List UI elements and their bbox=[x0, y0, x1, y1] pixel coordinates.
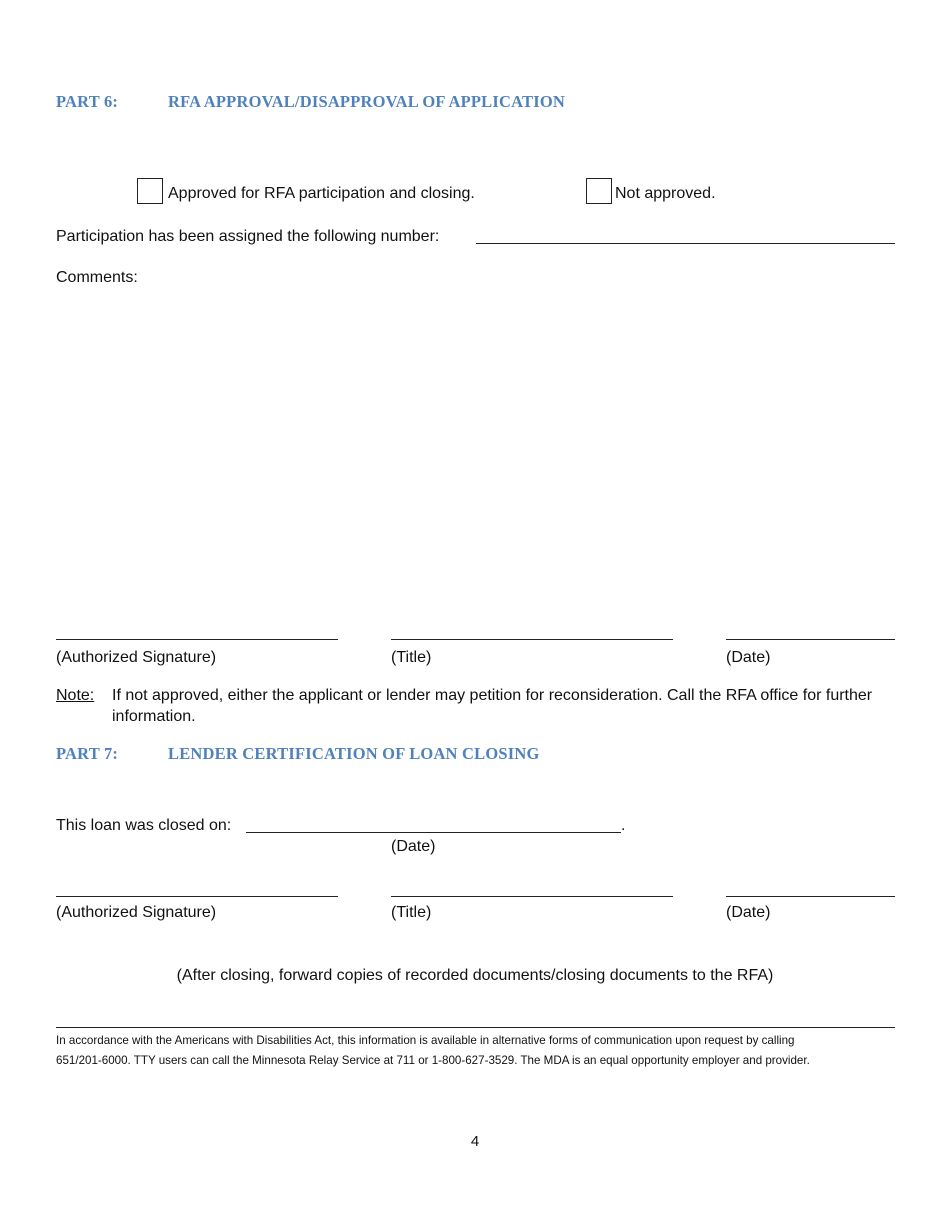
closed-on-period: . bbox=[621, 817, 626, 834]
part6-date-caption: (Date) bbox=[726, 649, 771, 666]
participation-label: Participation has been assigned the following number: bbox=[56, 228, 440, 245]
approved-checkbox[interactable] bbox=[137, 178, 163, 204]
part6-title-caption: (Title) bbox=[391, 649, 432, 666]
closed-on-label: This loan was closed on: bbox=[56, 817, 232, 834]
note-text-line1: If not approved, either the applicant or lender may petition for reconsideration. Call the RFA office for further bbox=[112, 687, 873, 704]
part7-label: PART 7: bbox=[56, 744, 119, 763]
part7-title-caption: (Title) bbox=[391, 904, 432, 921]
after-closing-note: (After closing, forward copies of recorded documents/closing documents to the RFA) bbox=[176, 967, 774, 984]
page-number: 4 bbox=[470, 1133, 480, 1150]
not-approved-label: Not approved. bbox=[615, 185, 716, 202]
part6-signature-line[interactable] bbox=[56, 639, 338, 640]
ada-notice-line1: In accordance with the Americans with Disabilities Act, this information is available in alternative forms of communication upon request by calling bbox=[56, 1034, 795, 1047]
part7-signature-caption: (Authorized Signature) bbox=[56, 904, 217, 921]
part6-date-line[interactable] bbox=[726, 639, 895, 640]
part7-title-line[interactable] bbox=[391, 896, 673, 897]
ada-notice-line2: 651/201-6000. TTY users can call the Minnesota Relay Service at 711 or 1-800-627-3529. The MDA is an equal opportunity employer and provider. bbox=[56, 1054, 810, 1067]
closed-on-date-caption: (Date) bbox=[391, 838, 436, 855]
part7-signature-line[interactable] bbox=[56, 896, 338, 897]
participation-number-line[interactable] bbox=[476, 243, 895, 244]
approved-label: Approved for RFA participation and closing. bbox=[168, 185, 475, 202]
part7-date-caption: (Date) bbox=[726, 904, 771, 921]
comments-label: Comments: bbox=[56, 269, 138, 286]
note-label: Note: bbox=[56, 687, 95, 704]
part7-date-line[interactable] bbox=[726, 896, 895, 897]
comments-area[interactable] bbox=[56, 292, 895, 622]
note-text-line2: information. bbox=[112, 708, 196, 725]
not-approved-checkbox[interactable] bbox=[586, 178, 612, 204]
part6-signature-caption: (Authorized Signature) bbox=[56, 649, 217, 666]
part6-label: PART 6: bbox=[56, 92, 119, 111]
footer-divider bbox=[56, 1027, 895, 1028]
part6-title-line[interactable] bbox=[391, 639, 673, 640]
part7-title: LENDER CERTIFICATION OF LOAN CLOSING bbox=[168, 744, 540, 763]
closed-on-date-line[interactable] bbox=[246, 832, 621, 833]
part6-title: RFA APPROVAL/DISAPPROVAL OF APPLICATION bbox=[168, 92, 565, 111]
